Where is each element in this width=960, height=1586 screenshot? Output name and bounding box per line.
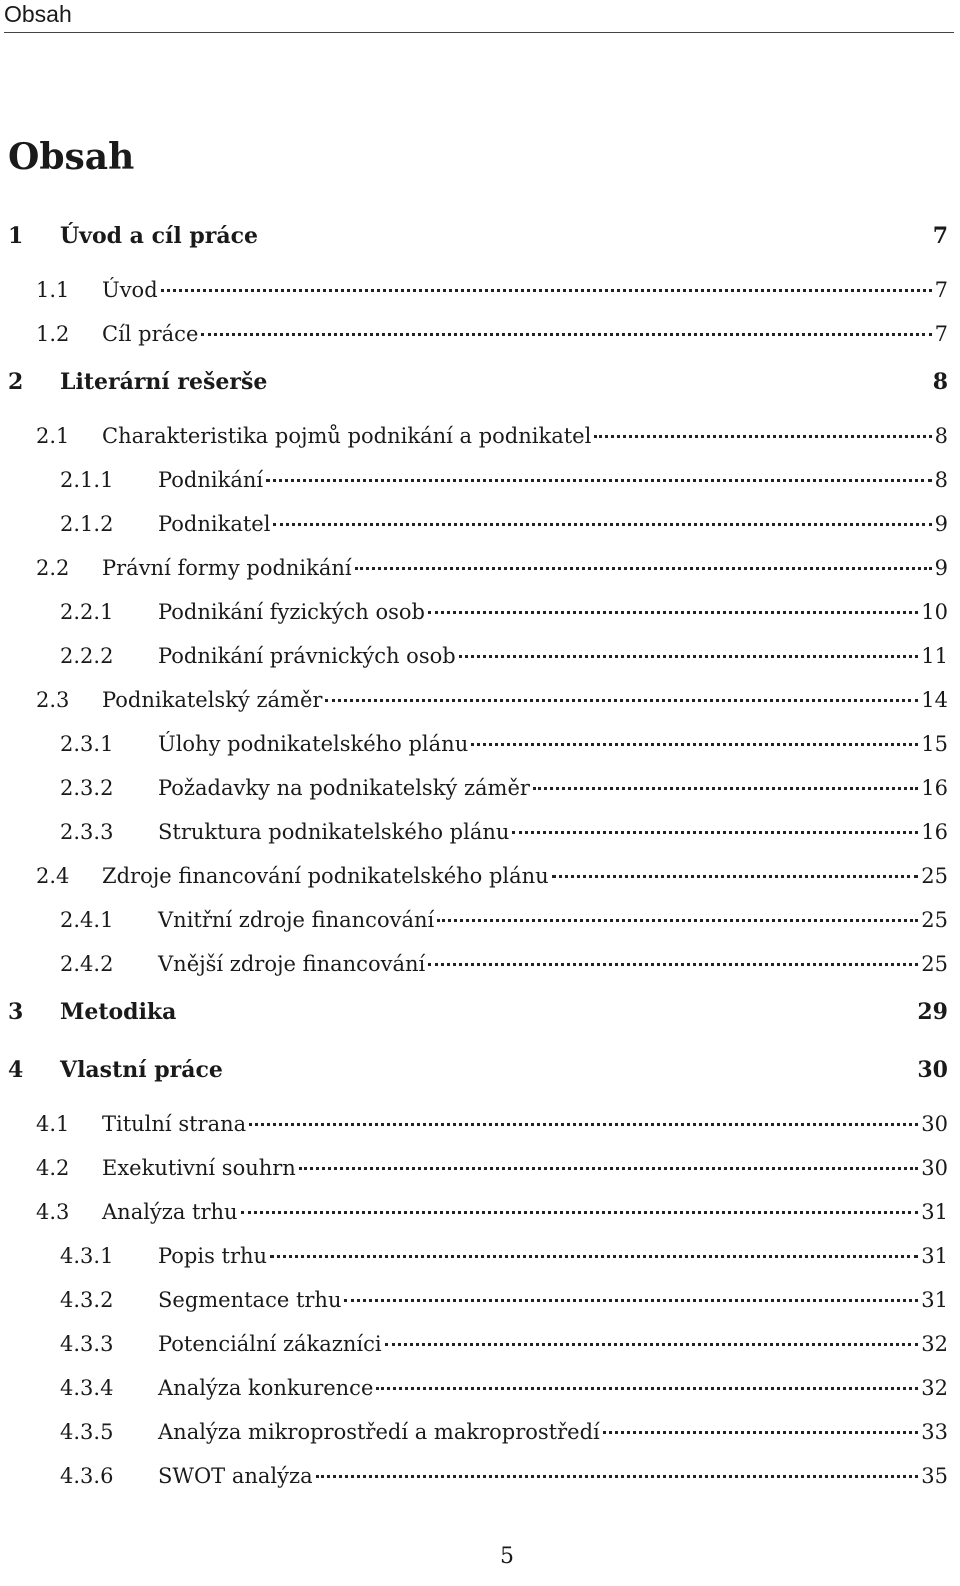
toc-entry[interactable] bbox=[0, 944, 960, 988]
toc-entry-title: Podnikání fyzických osob bbox=[158, 600, 426, 624]
dot-leader bbox=[325, 699, 918, 702]
toc-entry-title: Úvod a cíl práce bbox=[60, 223, 258, 249]
toc-entry-number: 4.3.3 bbox=[60, 1332, 114, 1356]
dot-leader bbox=[603, 1431, 919, 1434]
toc-entry-page: 8 bbox=[934, 424, 948, 448]
toc-entry-number: 2.4.1 bbox=[60, 908, 114, 932]
toc-entry[interactable] bbox=[0, 548, 960, 592]
toc-entry[interactable] bbox=[0, 1280, 960, 1324]
dot-leader bbox=[437, 919, 918, 922]
dot-leader bbox=[552, 875, 919, 878]
toc-entry-page: 32 bbox=[921, 1332, 948, 1356]
dot-leader bbox=[459, 655, 919, 658]
dot-leader bbox=[273, 523, 931, 526]
toc-entry-page: 14 bbox=[921, 688, 948, 712]
dot-leader bbox=[299, 1167, 918, 1170]
toc-entry-page: 16 bbox=[921, 820, 948, 844]
toc-entry-number: 2.4 bbox=[36, 864, 70, 888]
toc-entry-number: 4.3.6 bbox=[60, 1464, 114, 1488]
toc-entry[interactable] bbox=[0, 680, 960, 724]
table-of-contents bbox=[0, 212, 960, 1500]
toc-entry-page: 10 bbox=[921, 600, 948, 624]
running-header bbox=[4, 0, 954, 33]
toc-entry-page: 9 bbox=[934, 512, 948, 536]
toc-entry-title: Cíl práce bbox=[102, 322, 199, 346]
toc-entry-page: 7 bbox=[932, 223, 948, 249]
toc-entry-page: 15 bbox=[921, 732, 948, 756]
toc-entry-number: 3 bbox=[8, 999, 24, 1025]
page-title: Obsah bbox=[8, 136, 135, 178]
toc-entry-number: 4.3.2 bbox=[60, 1288, 114, 1312]
toc-entry-number: 4.1 bbox=[36, 1112, 70, 1136]
dot-leader bbox=[344, 1299, 918, 1302]
toc-entry[interactable] bbox=[0, 768, 960, 812]
toc-entry-page: 11 bbox=[921, 644, 948, 668]
toc-entry-page: 33 bbox=[921, 1420, 948, 1444]
toc-entry-title: Segmentace trhu bbox=[158, 1288, 342, 1312]
toc-entry-number: 2.3.2 bbox=[60, 776, 114, 800]
toc-entry-page: 7 bbox=[934, 278, 948, 302]
toc-entry-title: Podnikání bbox=[158, 468, 264, 492]
toc-entry-number: 2.1.1 bbox=[60, 468, 114, 492]
toc-entry-page: 16 bbox=[921, 776, 948, 800]
toc-entry-number: 2.2.2 bbox=[60, 644, 114, 668]
dot-leader bbox=[428, 963, 918, 966]
dot-leader bbox=[161, 289, 932, 292]
toc-entry-page: 35 bbox=[921, 1464, 948, 1488]
toc-entry[interactable] bbox=[0, 1412, 960, 1456]
toc-entry-title: Potenciální zákazníci bbox=[158, 1332, 382, 1356]
toc-entry-number: 2.3 bbox=[36, 688, 70, 712]
toc-entry-title: Vnější zdroje financování bbox=[158, 952, 426, 976]
toc-entry-page: 8 bbox=[934, 468, 948, 492]
toc-entry-number: 2.3.3 bbox=[60, 820, 114, 844]
dot-leader bbox=[533, 787, 918, 790]
dot-leader bbox=[316, 1475, 919, 1478]
toc-entry[interactable] bbox=[0, 1192, 960, 1236]
toc-entry-title: Podnikatel bbox=[158, 512, 271, 536]
toc-entry-page: 25 bbox=[921, 864, 948, 888]
toc-entry-page: 7 bbox=[934, 322, 948, 346]
toc-entry-title: Podnikatelský záměr bbox=[102, 688, 323, 712]
toc-entry-page: 31 bbox=[921, 1288, 948, 1312]
running-header-text: Obsah bbox=[4, 1, 72, 27]
toc-entry[interactable] bbox=[0, 1236, 960, 1280]
dot-leader bbox=[385, 1343, 919, 1346]
toc-entry-page: 30 bbox=[917, 1057, 948, 1083]
toc-entry-number: 4.3.1 bbox=[60, 1244, 114, 1268]
toc-entry-number: 2.4.2 bbox=[60, 952, 114, 976]
toc-entry[interactable] bbox=[0, 1046, 960, 1104]
toc-entry-title: Úlohy podnikatelského plánu bbox=[158, 732, 469, 756]
toc-entry-number: 2.3.1 bbox=[60, 732, 114, 756]
toc-entry[interactable] bbox=[0, 358, 960, 416]
toc-entry[interactable] bbox=[0, 314, 960, 358]
dot-leader bbox=[512, 831, 918, 834]
toc-entry-number: 2.2.1 bbox=[60, 600, 114, 624]
toc-entry-title: Literární rešerše bbox=[60, 369, 268, 395]
toc-entry-number: 2.1 bbox=[36, 424, 70, 448]
toc-entry-title: Právní formy podnikání bbox=[102, 556, 352, 580]
dot-leader bbox=[376, 1387, 918, 1390]
toc-entry-page: 31 bbox=[921, 1244, 948, 1268]
toc-entry-page: 31 bbox=[921, 1200, 948, 1224]
toc-entry-number: 2.1.2 bbox=[60, 512, 114, 536]
dot-leader bbox=[471, 743, 918, 746]
page-number: 5 bbox=[500, 1544, 514, 1569]
toc-entry-number: 4.2 bbox=[36, 1156, 70, 1180]
toc-entry-title: Struktura podnikatelského plánu bbox=[158, 820, 510, 844]
toc-entry-number: 4 bbox=[8, 1057, 24, 1083]
toc-entry-title: Požadavky na podnikatelský záměr bbox=[158, 776, 530, 800]
toc-entry[interactable] bbox=[0, 900, 960, 944]
toc-entry-title: Vnitřní zdroje financování bbox=[158, 908, 435, 932]
toc-entry[interactable] bbox=[0, 724, 960, 768]
toc-entry-title: Vlastní práce bbox=[60, 1057, 223, 1083]
toc-entry-number: 1.1 bbox=[36, 278, 70, 302]
toc-entry-number: 4.3 bbox=[36, 1200, 70, 1224]
toc-entry[interactable] bbox=[0, 504, 960, 548]
toc-entry[interactable] bbox=[0, 856, 960, 900]
dot-leader bbox=[428, 611, 918, 614]
toc-entry-page: 9 bbox=[934, 556, 948, 580]
toc-entry-title: Analýza mikroprostředí a makroprostředí bbox=[158, 1420, 600, 1444]
toc-entry-number: 4.3.5 bbox=[60, 1420, 114, 1444]
dot-leader bbox=[355, 567, 932, 570]
toc-entry-page: 8 bbox=[932, 369, 948, 395]
dot-leader bbox=[241, 1211, 919, 1214]
toc-entry-title: Analýza konkurence bbox=[158, 1376, 374, 1400]
toc-entry-title: Zdroje financování podnikatelského plánu bbox=[102, 864, 549, 888]
toc-entry-title: Úvod bbox=[102, 278, 158, 302]
toc-entry[interactable] bbox=[0, 416, 960, 460]
toc-entry-page: 30 bbox=[921, 1156, 948, 1180]
toc-entry[interactable] bbox=[0, 1324, 960, 1368]
toc-entry-title: SWOT analýza bbox=[158, 1464, 313, 1488]
toc-entry-title: Metodika bbox=[60, 999, 177, 1025]
toc-entry-page: 32 bbox=[921, 1376, 948, 1400]
toc-entry[interactable] bbox=[0, 1368, 960, 1412]
toc-entry[interactable] bbox=[0, 270, 960, 314]
toc-entry[interactable] bbox=[0, 1104, 960, 1148]
dot-leader bbox=[270, 1255, 918, 1258]
toc-entry[interactable] bbox=[0, 636, 960, 680]
toc-entry-title: Podnikání právnických osob bbox=[158, 644, 456, 668]
toc-entry[interactable] bbox=[0, 1456, 960, 1500]
toc-entry-page: 30 bbox=[921, 1112, 948, 1136]
toc-entry[interactable] bbox=[0, 460, 960, 504]
toc-entry-number: 1.2 bbox=[36, 322, 70, 346]
toc-entry-title: Charakteristika pojmů podnikání a podnikatel bbox=[102, 424, 592, 448]
toc-entry-number: 4.3.4 bbox=[60, 1376, 114, 1400]
toc-entry[interactable] bbox=[0, 592, 960, 636]
dot-leader bbox=[266, 479, 932, 482]
dot-leader bbox=[201, 333, 931, 336]
toc-entry-title: Analýza trhu bbox=[102, 1200, 238, 1224]
toc-entry[interactable] bbox=[0, 212, 960, 270]
toc-entry-page: 29 bbox=[917, 999, 948, 1025]
toc-entry[interactable] bbox=[0, 812, 960, 856]
toc-entry-title: Titulní strana bbox=[102, 1112, 247, 1136]
toc-entry-page: 25 bbox=[921, 952, 948, 976]
toc-entry-page: 25 bbox=[921, 908, 948, 932]
toc-entry[interactable] bbox=[0, 988, 960, 1046]
toc-entry-number: 2.2 bbox=[36, 556, 70, 580]
dot-leader bbox=[594, 435, 931, 438]
toc-entry-number: 1 bbox=[8, 223, 24, 249]
toc-entry[interactable] bbox=[0, 1148, 960, 1192]
toc-entry-title: Exekutivní souhrn bbox=[102, 1156, 296, 1180]
toc-entry-number: 2 bbox=[8, 369, 24, 395]
dot-leader bbox=[249, 1123, 918, 1126]
toc-entry-title: Popis trhu bbox=[158, 1244, 268, 1268]
